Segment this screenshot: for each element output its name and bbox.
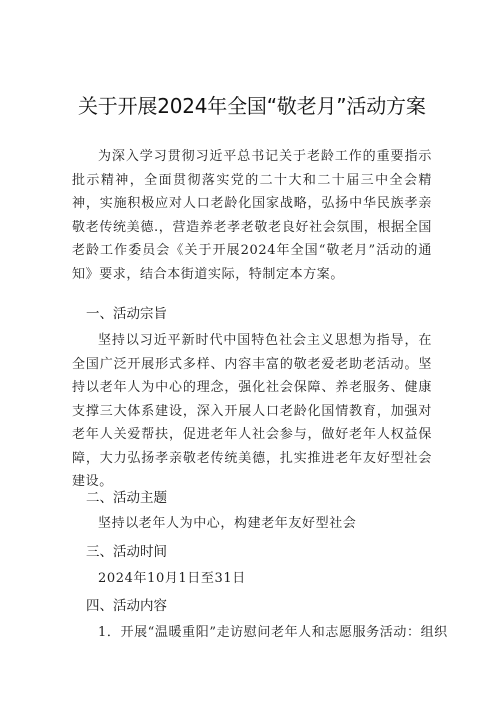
section-heading-content: 四、活动内容 bbox=[86, 598, 167, 614]
section-heading-time: 三、活动时间 bbox=[86, 544, 167, 560]
section-body-time: 2024年10月1日至31日 bbox=[98, 571, 246, 586]
section-heading-theme: 二、活动主题 bbox=[86, 490, 167, 506]
section-body-purpose: 坚持以习近平新时代中国特色社会主义思想为指导，在全国广泛开展形式多样、内容丰富的敬老爱老助老活动。坚持以老年人为中心的理念，强化社会保障、养老服务、健康支撑三大体系建设，深入开展人口老龄化国情教育，加强对老年人关爱帮扶，促进老年人社会参与，做好老年人权益保障，大力弘扬孝亲敬老传统美德，扎实推进老年友好型社会建设。 bbox=[72, 333, 432, 489]
section-body-theme: 坚持以老年人为中心，构建老年友好型社会 bbox=[98, 516, 357, 531]
section-body-content: 1．开展“温暖重阳”走访慰问老年人和志愿服务活动：组织 bbox=[98, 625, 448, 640]
intro-paragraph: 为深入学习贯彻习近平总书记关于老龄工作的重要指示批示精神，全面贯彻落实党的二十大和二十届三中全会精神，实施积极应对人口老龄化国家战略，弘扬中华民族孝亲敬老传统美德.，营造养老孝老敬老良好社会氛围，根据全国老龄工作委员会《关于开展2024年全国“敬老月”活动的通知》要求，结合本街道实际，特制定本方案。 bbox=[72, 149, 432, 282]
document-title: 关于开展2024年全国“敬老月”活动方案 bbox=[78, 94, 426, 118]
section-heading-purpose: 一、活动宗旨 bbox=[86, 306, 167, 322]
